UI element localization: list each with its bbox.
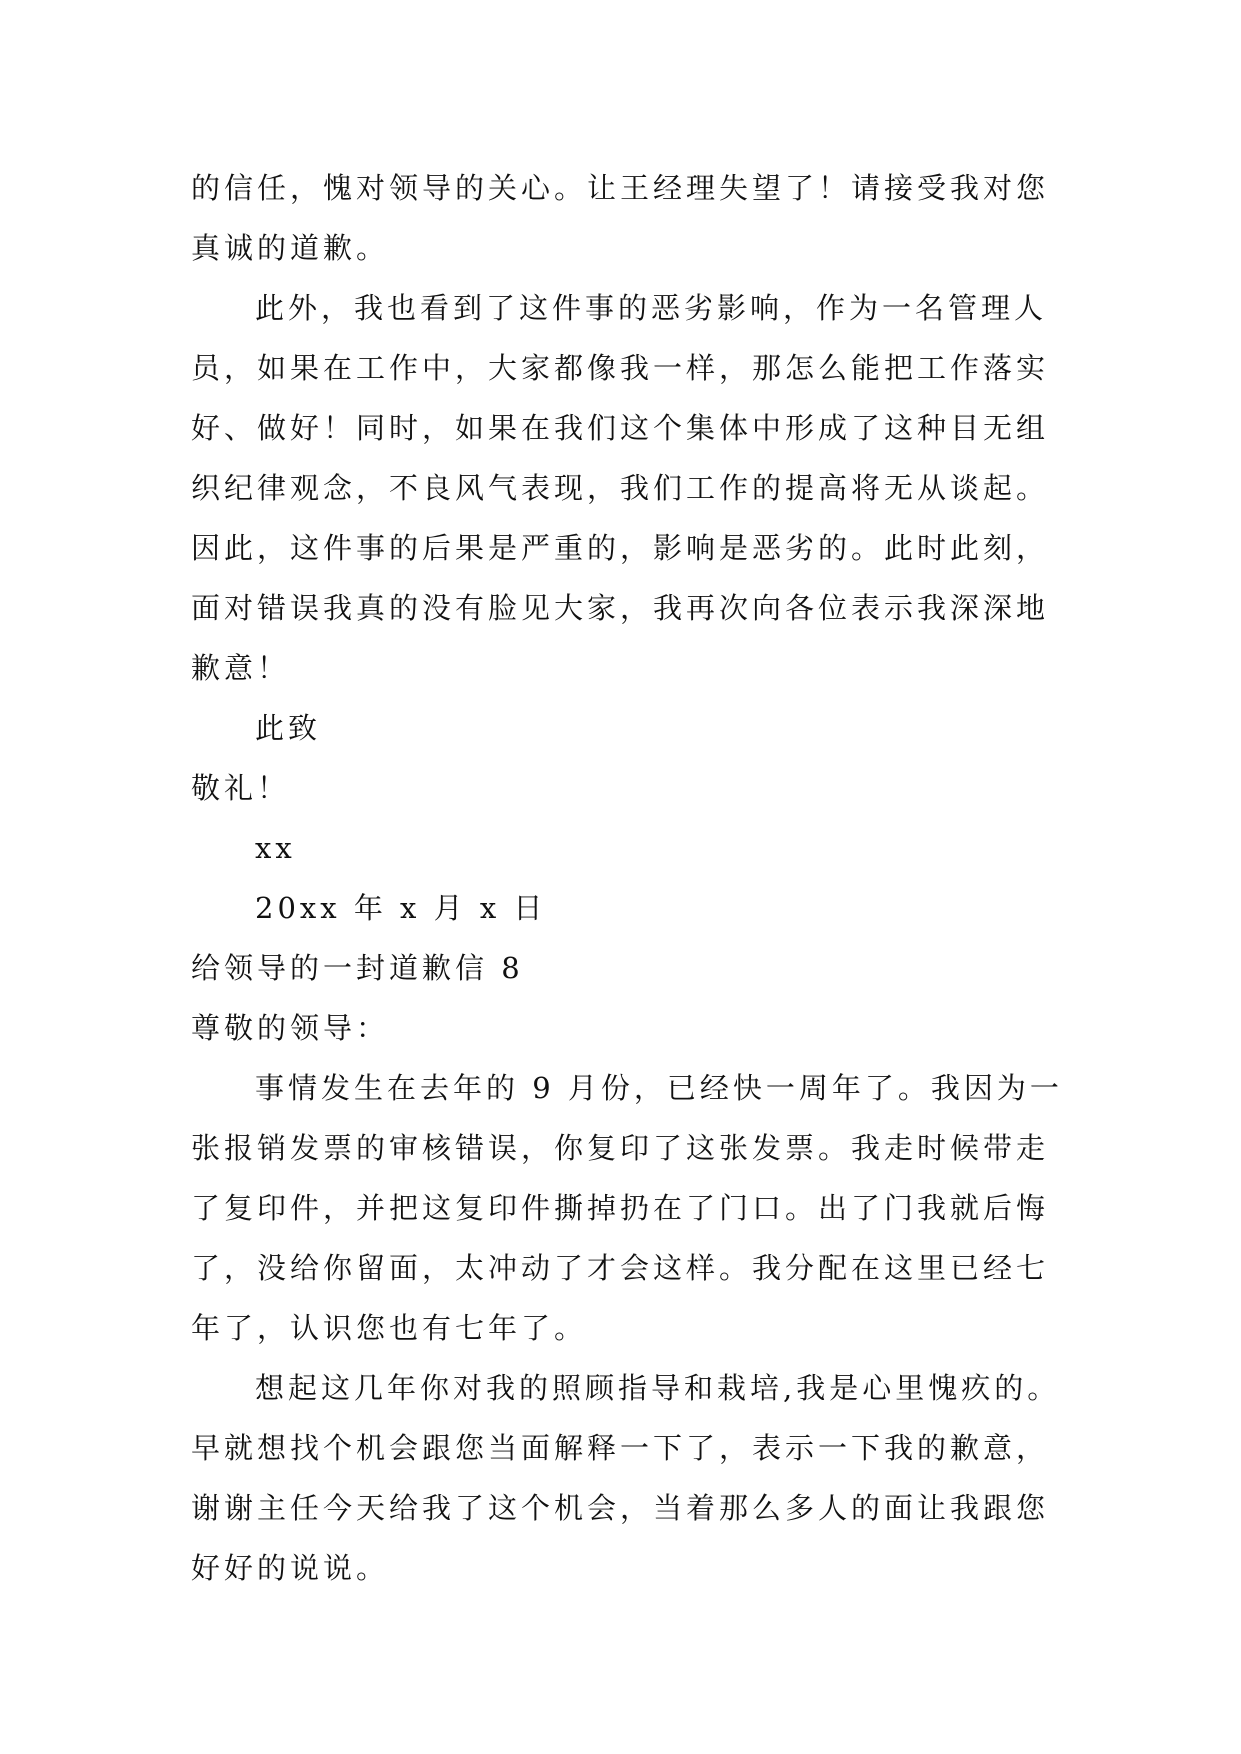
text-line: 织纪律观念，不良风气表现，我们工作的提高将无从谈起。 <box>191 471 1050 505</box>
text-line: 真诚的道歉。 <box>191 231 390 265</box>
section-title: 给领导的一封道歉信 8 <box>191 951 524 985</box>
text-line: 员，如果在工作中，大家都像我一样，那怎么能把工作落实 <box>191 351 1050 385</box>
text-line: 谢谢主任今天给我了这个机会，当着那么多人的面让我跟您 <box>191 1491 1050 1525</box>
text-line: 张报销发票的审核错误，你复印了这张发票。我走时候带走 <box>191 1131 1050 1165</box>
paragraph-incident <box>191 1058 1091 1358</box>
text-line: 的信任，愧对领导的关心。让王经理失望了！请接受我对您 <box>191 171 1050 205</box>
document-body <box>191 158 1091 1598</box>
letter-date: 20xx 年 x 月 x 日 <box>255 891 547 925</box>
text-line: 此外，我也看到了这件事的恶劣影响，作为一名管理人 <box>255 291 1048 325</box>
paragraph-impact <box>191 278 1091 698</box>
closing-salute: 敬礼！ <box>191 771 291 805</box>
text-line: 歉意！ <box>191 651 291 685</box>
text-line: 年了，认识您也有七年了。 <box>191 1311 588 1345</box>
text-line: 好好的说说。 <box>191 1551 390 1585</box>
text-line: 面对错误我真的没有脸见大家，我再次向各位表示我深深地 <box>191 591 1050 625</box>
text-line: 了复印件，并把这复印件撕掉扔在了门口。出了门我就后悔 <box>191 1191 1050 1225</box>
text-line: 因此，这件事的后果是严重的，影响是恶劣的。此时此刻， <box>191 531 1050 565</box>
salutation: 尊敬的领导： <box>191 1011 390 1045</box>
closing-phrase: 此致 <box>255 711 322 745</box>
signature: xx <box>255 831 296 865</box>
paragraph-reflection <box>191 1358 1091 1598</box>
text-line: 了，没给你留面，太冲动了才会这样。我分配在这里已经七 <box>191 1251 1050 1285</box>
text-line: 早就想找个机会跟您当面解释一下了，表示一下我的歉意， <box>191 1431 1050 1465</box>
text-line: 事情发生在去年的 9 月份，已经快一周年了。我因为一 <box>255 1071 1063 1105</box>
paragraph-continuation <box>191 158 1091 278</box>
text-line: 好、做好！同时，如果在我们这个集体中形成了这种目无组 <box>191 411 1050 445</box>
text-line: 想起这几年你对我的照顾指导和栽培,我是心里愧疚的。 <box>255 1371 1061 1405</box>
